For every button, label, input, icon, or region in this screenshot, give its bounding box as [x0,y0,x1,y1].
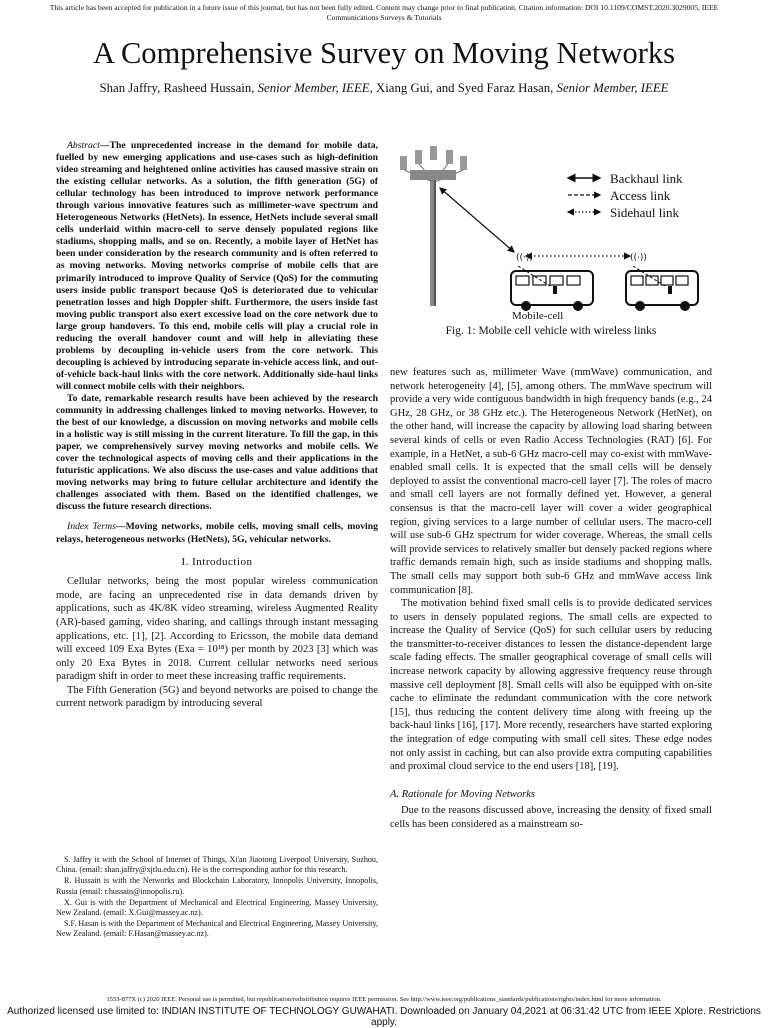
macro-cell-tower [400,146,467,306]
legend-access: Access link [610,188,671,203]
index-terms-label: Index Terms [67,521,116,533]
abstract-text-1: —The unprecedented increase in the demand for mobile data, fuelled by new emerging applications and use-cases such as high-definition video streaming and heightened online activities has caused massive strain on the existing cellular networks. As a solution, the fifth generation (5G) of cellular technology has been introduced to improve network performance through various innovative features such as millimeter-wave spectrum and Heterogeneous Networks (HetNets). In essence, HetNets include several small cells underlaid within macro-cell to serve densely populated regions like stadiums, shopping malls, and so on. Recently, a mobile layer of HetNet has been under consideration by the research community and is often referred to as moving networks. Moving networks comprise of mobile cells that are primarily introduced to improve Quality of Service (QoS) for the commuting users inside public transport because QoS is deteriorated due to vehicular penetration losses and high Doppler shift. Furthermore, the users inside fast moving public transport also exert excessive load on the core network due to large group handovers. To this end, mobile cells will play a crucial role in reducing the overall handover count and will help in alleviating these problems by decoupling in-vehicle users from the core network. This decoupling is achieved by introducing separate in-vehicle access link, and out-of-vehicle back-haul links with the core network. Additionally side-haul links will connect mobile cells with their neighbors. [56,140,378,392]
license-notice: Authorized licensed use limited to: INDIAN INSTITUTE OF TECHNOLOGY GUWAHATI. Downloaded on January 04,2021 at 06:31:42 UTC from IEEE Xplore. Restrictions apply. [7,1006,761,1028]
author-role-1: Senior Member, IEEE [257,81,370,95]
figure-mobile-cell-diagram [390,138,712,350]
left-column [56,140,378,711]
intro-paragraph-2: The Fifth Generation (5G) and beyond networks are poised to change the current network paradigm by introducing several [56,684,378,710]
right-column [390,366,712,832]
index-terms-text: —Moving networks, mobile cells, moving small cells, moving relays, heterogeneous networks (HetNets), 5G, vehicular networks. [56,521,378,545]
paper-title: A Comprehensive Survey on Moving Networks [93,36,675,70]
footnote-hasan: S.F. Hasan is with the Department of Mechanical and Electrical Engineering, Massey University, New Zealand. (email: F.Hasan@massey.ac.nz). [56,919,378,939]
right-paragraph-2: The motivation behind fixed small cells is to provide dedicated services to users in densely populated regions. The small cells are expected to increase the Quality of Service (QoS) for such cellular users by reducing the transmitter-to-receiver distances to lessen the distance-dependent large scale fading effects. The smaller geographical coverage of small cells will increase network capacity by allowing aggressive frequency reuse through massive cell deployment [8]. Small cells will also be equipped with on-site cache to eliminate the redundant communication with the core network [15], thus reducing the content delivery time along with freeing up the back-haul links [16], [17]. More recently, researchers have started exploring the integration of edge computing with small cell sites. These edge nodes not only assist in caching, but can also provide extra computing capabilities and proximal cloud service to the end users [18], [19]. [390,598,712,773]
figure-caption: Fig. 1: Mobile cell vehicle with wireless links [445,325,657,337]
right-paragraph-3: Due to the reasons discussed above, increasing the density of fixed small cells has been considered as a mainstream so- [390,805,712,830]
journal-header-notice: This article has been accepted for publication in a future issue of this journal, but has not been fully edited. Content may change prior to final publication. Citation information: DOI 10.1109/COMST.2020.3029005, IEEE [49,3,719,12]
right-paragraph-1: new features such as, millimeter Wave (mmWave) communication, and network heterogeneity [4], [5], among others. The mmWave spectrum will provide a very wide contiguous bandwidth in high frequency bands (e.g., 24 GHz, 28 GHz, or 38 GHz etc.). The Heterogeneous Network (HetNet), on the other hand, will increase the capacity by allowing load sharing between several kinds of cells or even Radio Access Technologies (RAT) [6]. For example, in a HetNet, a sub-6 GHz macro-cell may co-exist with mmWave-enabled small cells. It is expected that the small cells will be densely deployed to assist the conventional macro-cell layer [7]. The roles of macro and small cell layers are not formally defined yet. However, a general consensus is that the macro-cell layer will cover a wider geographical region, giving services to a large number of cellular users. The macro-cell will use sub-6 GHz spectrum for wider coverage. Whereas, the small cells will provide services to relatively smaller but densely packed regions where traffic demands remain high, such as inside stadiums and shopping malls. The small cells may support both sub-6 GHz and mmWave access link communication [8]. [390,367,712,596]
abstract-label: Abstract [67,140,100,151]
legend-sidehaul: Sidehaul link [610,205,679,220]
subsection-heading-rationale: A. Rationale for Moving Networks [390,788,536,800]
figure-legend [568,171,683,220]
legend-backhaul: Backhaul link [610,171,683,186]
author-footnotes [56,855,378,941]
journal-name: Communications Surveys & Tutorials [326,13,442,22]
authors-part-1: Shan Jaffry, Rasheed Hussain, [99,81,258,95]
svg-text:((·)): ((·)) [516,253,533,263]
backhaul-link-line [440,188,514,252]
author-role-2: Senior Member, IEEE [556,81,669,95]
footnote-jaffry: S. Jaffry is with the School of Internet of Things, Xi'an Jiaotong Liverpool University, Suzhou, China. (email: shan.jaffry@xjtlu.edu.cn). He is the corresponding author for this research. [56,855,378,875]
mobile-cell-vehicle-1 [511,253,593,311]
abstract-paragraph-1 [56,140,378,393]
intro-paragraph-1: Cellular networks, being the most popular wireless communication mode, are facing an unprecedented rise in data demands driven by applications, such as 4K/8K video streaming, wireless Augmented Reality (AR)-based gaming, video sharing, and callings through instant messaging applications, etc. [1], [2]. According to Ericsson, the mobile data demand will exceed 109 Exa Bytes (Exa = 10¹⁸) per month by 2023 [3] which was only 20 Exa Bytes in 2018. Current cellular networks need serious paradigm shift in order to meet these increasing traffic requirements. [56,576,378,683]
mobile-cell-vehicle-2 [626,253,698,311]
abstract-paragraph-2: To date, remarkable research results have been achieved by the research community in addressing challenges linked to moving networks. However, to the best of our knowledge, a discussion on moving networks and mobile cells in a holistic way is still missing in the current literature. To fill the gap, in this paper, we comprehensively survey moving networks and mobile cells. We cover the technological aspects of moving cells and their applications in the futuristic applications. We also discuss the use-cases and value additions that moving networks may bring to future cellular architecture and identify the challenges associated with them. Based on the identified challenges, we discuss the future research directions. [56,392,378,513]
section-heading-introduction: I. Introduction [181,555,253,568]
footnote-hussain: R. Hussain is with the Networks and Blockchain Laboratory, Innopolis University, Innopolis, Russia (email: r.hussain@innopolis.ru). [56,876,378,896]
authors-part-2: , Xiang Gui, and Syed Faraz Hasan, [369,81,557,95]
footnote-gui: X. Gui is with the Department of Mechanical and Electrical Engineering, Massey University, New Zealand. (email: X.Gui@massey.ac.nz). [56,897,378,918]
index-terms [56,521,378,545]
mobile-cell-label: Mobile-cell [512,310,564,322]
copyright-notice: 1553-877X (c) 2020 IEEE. Personal use is permitted, but republication/redistribution requires IEEE permission. See http://www.ieee.org/publications_standards/publications/rights/index.html for more information. [106,996,662,1003]
svg-text:((·)): ((·)) [630,253,647,263]
author-list [0,80,768,96]
